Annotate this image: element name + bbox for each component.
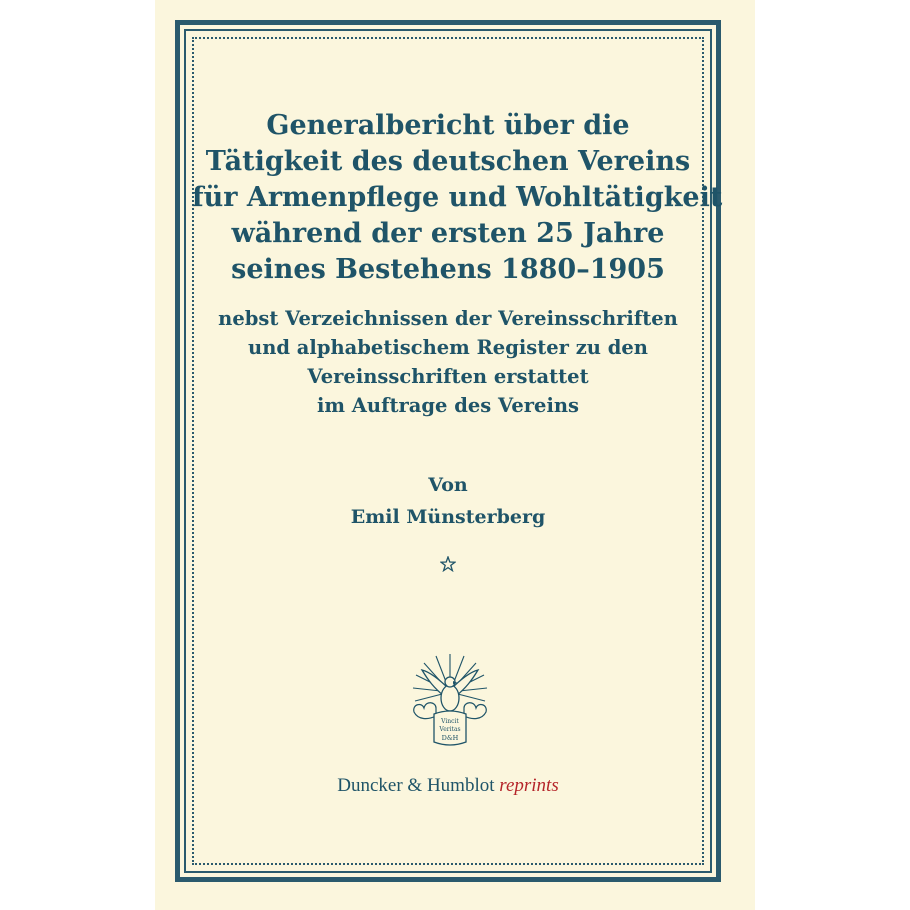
- book-title: [192, 108, 723, 288]
- title-line: seines Bestehens 1880–1905: [231, 254, 665, 285]
- publisher-emblem-icon: [410, 650, 490, 750]
- book-subtitle: [192, 304, 704, 420]
- publisher-name: Duncker & Humblot: [337, 775, 495, 796]
- subtitle-line: nebst Verzeichnissen der Vereinsschriften: [218, 307, 678, 330]
- book-cover: [155, 0, 755, 910]
- title-line: für Armenpflege und Wohltätigkeit: [192, 182, 723, 213]
- author-name: Emil Münsterberg: [350, 506, 546, 528]
- subtitle-line: im Auftrage des Vereins: [316, 394, 580, 417]
- title-line: während der ersten 25 Jahre: [231, 218, 665, 249]
- subtitle-line: Vereinsschriften erstattet: [307, 365, 589, 388]
- svg-text:D&H: D&H: [441, 734, 459, 742]
- svg-text:Veritas: Veritas: [439, 726, 461, 733]
- publisher-series: reprints: [499, 775, 559, 796]
- star-ornament-icon: [440, 556, 456, 572]
- publisher-line: [192, 773, 704, 799]
- title-line: Tätigkeit des deutschen Vereins: [205, 146, 691, 177]
- title-line: Generalbericht über die: [266, 110, 630, 141]
- subtitle-line: und alphabetischem Register zu den: [248, 336, 648, 359]
- by-label: Von: [428, 474, 468, 496]
- svg-text:Vincit: Vincit: [441, 718, 459, 725]
